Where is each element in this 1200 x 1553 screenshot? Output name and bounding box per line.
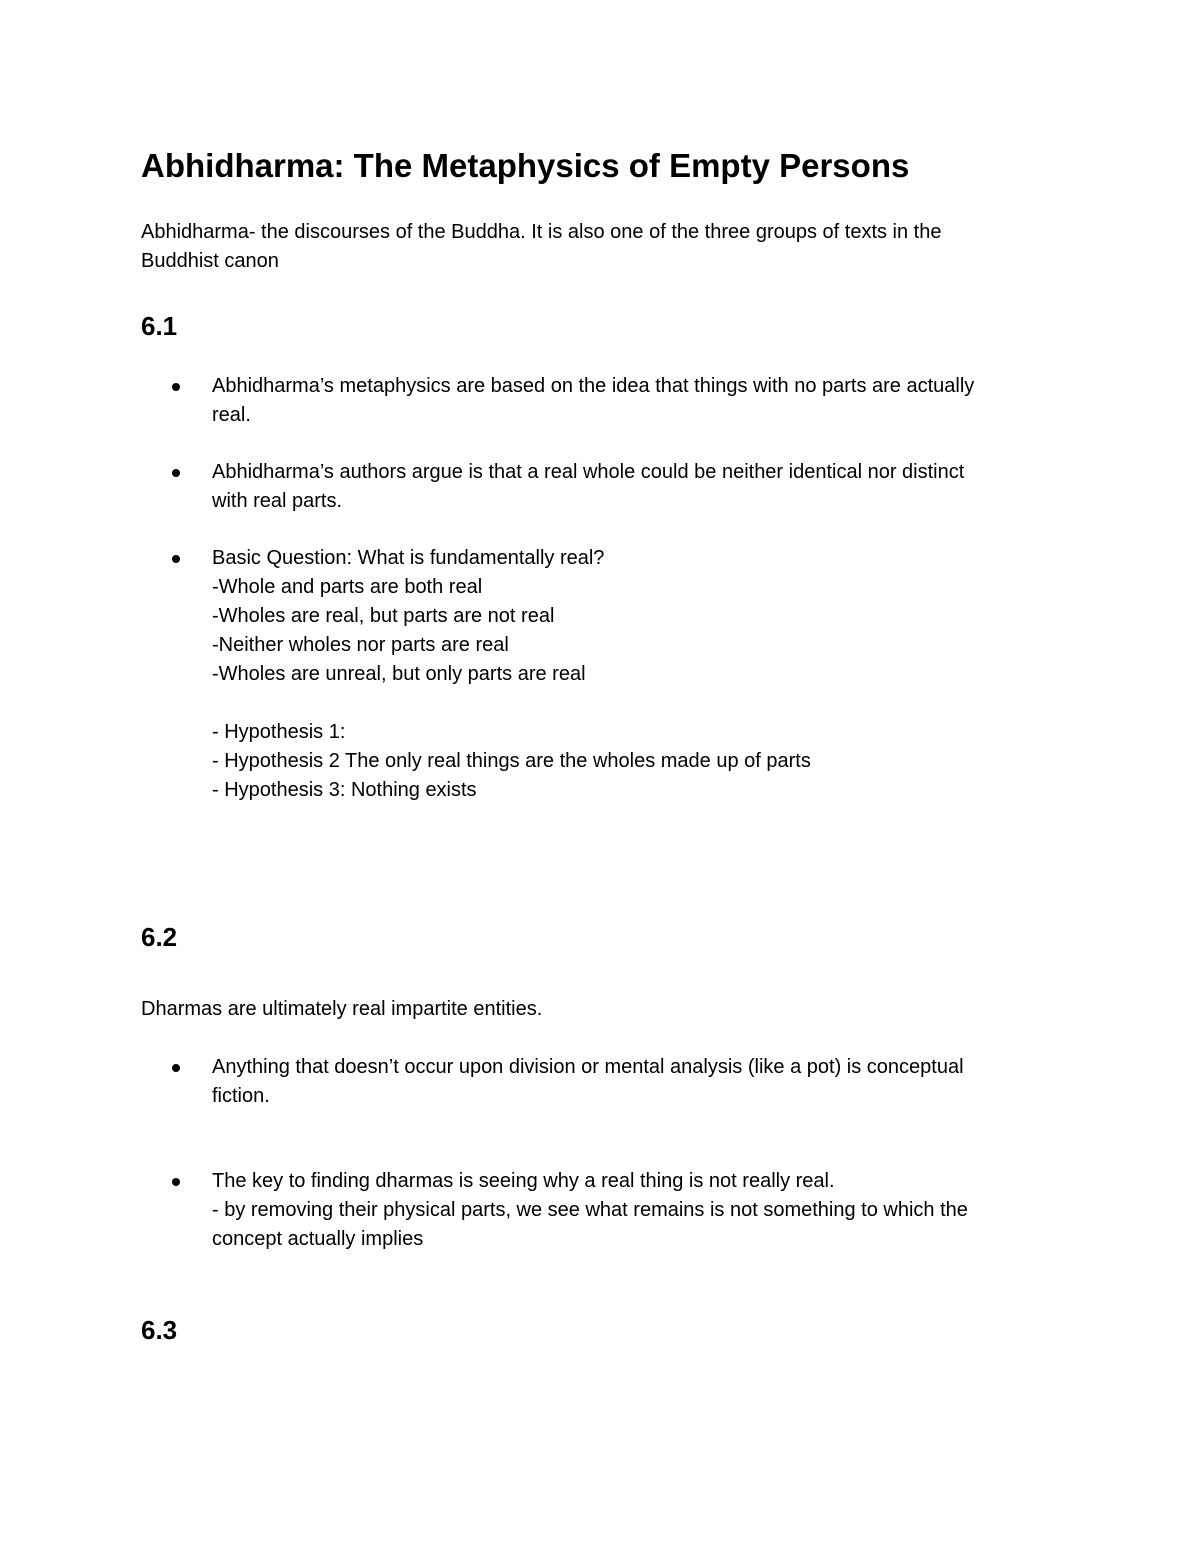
list-item-line: fiction. (212, 1085, 270, 1107)
bullet-icon (172, 555, 180, 563)
intro-line-1: Abhidharma- the discourses of the Buddha. It is also one of the three groups of texts in the (141, 221, 942, 243)
list-item-line: - Hypothesis 3: Nothing exists (212, 779, 477, 801)
bullet-icon (172, 383, 180, 391)
bullet-icon (172, 1178, 180, 1186)
intro-line-2: Buddhist canon (141, 250, 279, 272)
bullet-icon (172, 469, 180, 477)
list-item-line: -Wholes are unreal, but only parts are real (212, 663, 586, 685)
list-item-line: concept actually implies (212, 1228, 424, 1250)
list-item-line: - Hypothesis 2 The only real things are the wholes made up of parts (212, 750, 811, 772)
list-item-line: with real parts. (212, 490, 343, 512)
page-title: Abhidharma: The Metaphysics of Empty Persons (141, 147, 910, 184)
list-item-line: Anything that doesn’t occur upon division or mental analysis (like a pot) is conceptual (212, 1056, 964, 1078)
list-item-line: - Hypothesis 1: (212, 721, 346, 743)
list-item-line: real. (212, 404, 251, 426)
list-item (141, 372, 1051, 430)
section-heading-6-1: 6.1 (141, 311, 178, 341)
intro-paragraph (141, 218, 1041, 276)
list-item-line: -Whole and parts are both real (212, 576, 483, 598)
list-item (141, 458, 1051, 516)
list-item (141, 1167, 1051, 1254)
list-item-line: Abhidharma’s authors argue is that a real whole could be neither identical nor distinct (212, 461, 965, 483)
line-gap (212, 689, 1051, 718)
list-item (141, 544, 1051, 805)
list-item-line: Abhidharma’s metaphysics are based on the idea that things with no parts are actually (212, 375, 975, 397)
list-item-line: The key to finding dharmas is seeing why a real thing is not really real. (212, 1170, 835, 1192)
list-item-line: - by removing their physical parts, we see what remains is not something to which the (212, 1199, 968, 1221)
list-item (141, 1053, 1051, 1111)
section-heading-6-2: 6.2 (141, 922, 178, 952)
bullet-icon (172, 1064, 180, 1072)
section-6-2-intro: Dharmas are ultimately real impartite entities. (141, 998, 543, 1020)
list-item-line: Basic Question: What is fundamentally real? (212, 547, 605, 569)
list-item-line: -Wholes are real, but parts are not real (212, 605, 555, 627)
section-heading-6-3: 6.3 (141, 1315, 178, 1345)
list-item-line: -Neither wholes nor parts are real (212, 634, 509, 656)
